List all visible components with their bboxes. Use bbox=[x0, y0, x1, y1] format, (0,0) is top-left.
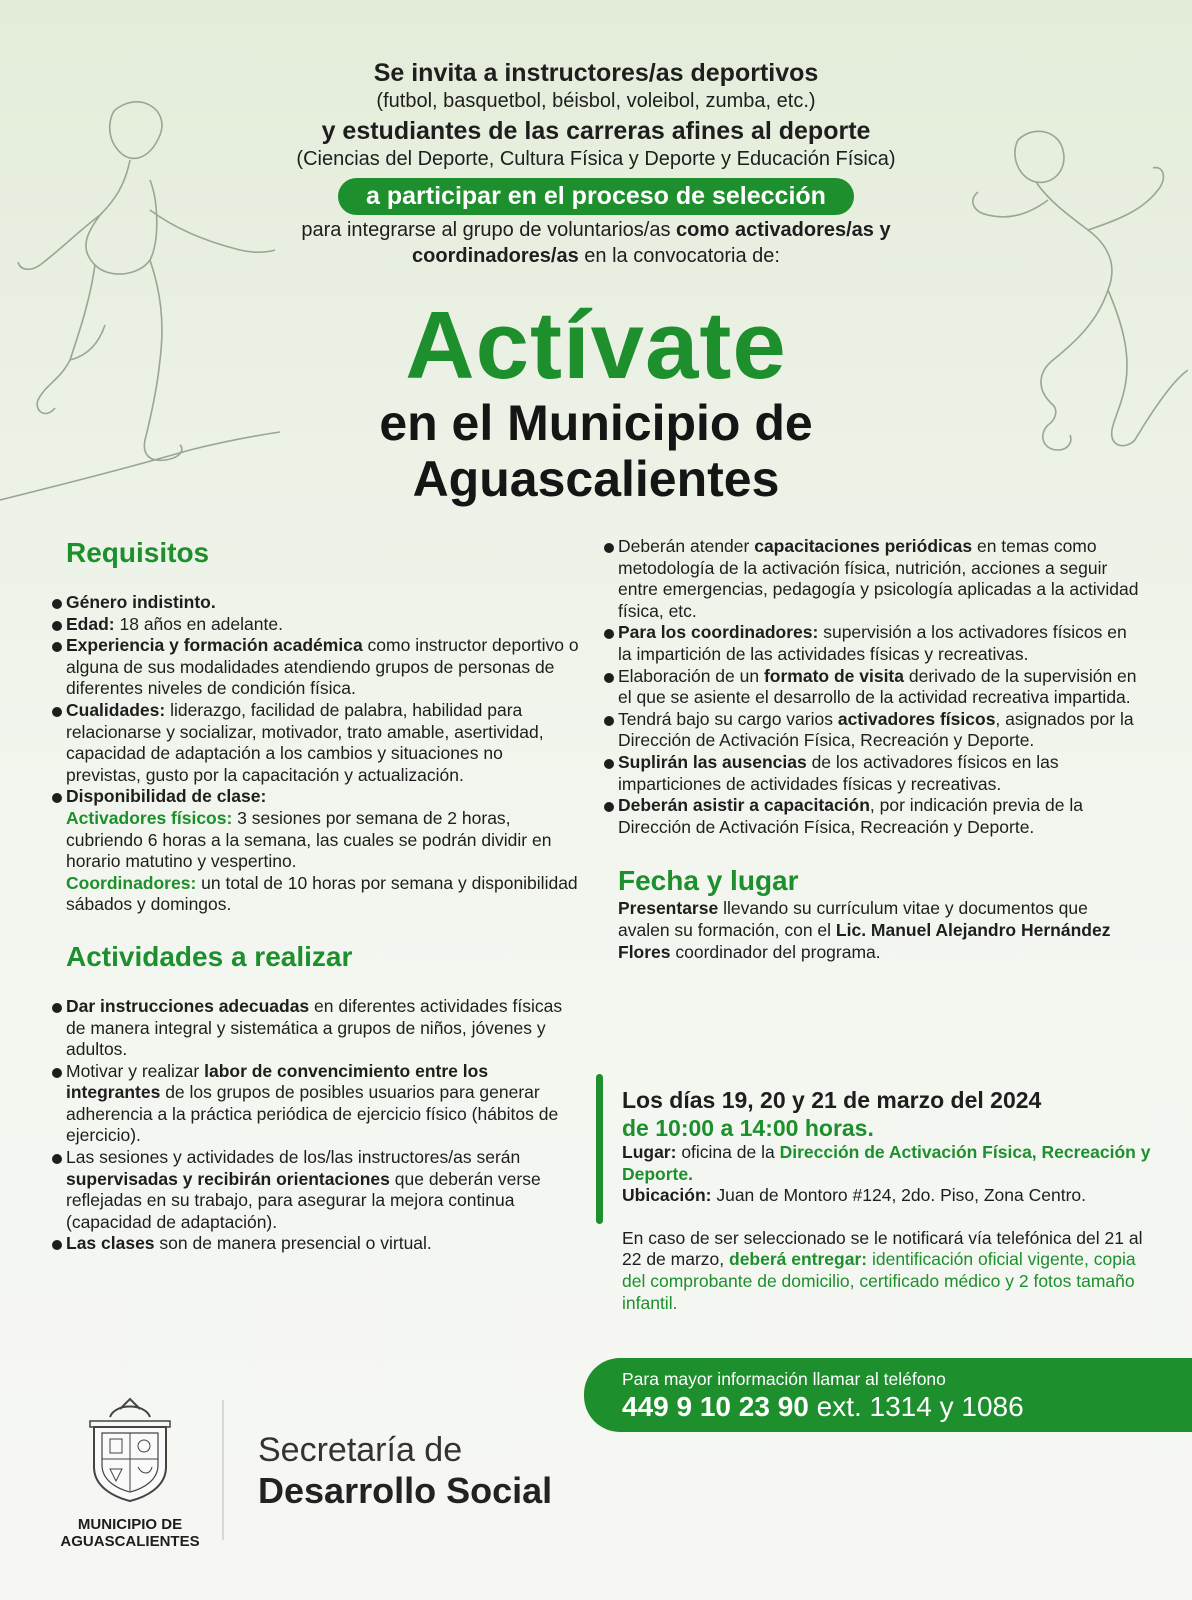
phone-label: Para mayor información llamar al teléfono bbox=[622, 1369, 946, 1389]
event-ubicacion bbox=[622, 1185, 1156, 1207]
actividades-list bbox=[52, 996, 582, 1255]
requisitos-list bbox=[52, 592, 582, 916]
list-item bbox=[52, 1061, 582, 1147]
notif-text: En caso de ser seleccionado se le notificará vía telefónica del 21 al 22 de marzo, bbox=[622, 1227, 1143, 1270]
req-coord-label: Coordinadores: bbox=[66, 872, 197, 893]
act-1-bold: Dar instrucciones adecuadas bbox=[66, 995, 310, 1016]
resp-3-text: derivado de la supervisión en el que se asiente el desarrollo de la actividad recreativa impartida. bbox=[618, 665, 1137, 708]
list-item bbox=[604, 666, 1144, 709]
phone-number[interactable] bbox=[622, 1390, 1192, 1424]
act-3-pre: Las sesiones y actividades de los/las instructores/as serán bbox=[66, 1147, 521, 1168]
list-item bbox=[604, 795, 1144, 838]
list-item bbox=[52, 700, 582, 786]
act-2-bold: labor de convencimiento entre los integrantes bbox=[66, 1060, 489, 1103]
invite-text-a: para integrarse al grupo de voluntarios/as bbox=[301, 219, 677, 241]
responsibilities-list bbox=[604, 536, 1144, 838]
municipio-name-2: AGUASCALIENTES bbox=[60, 1533, 200, 1550]
resp-3-bold: formato de visita bbox=[763, 665, 904, 686]
resp-2-text: supervisión a los activadores físicos en la impartición de las actividades físicas y recreativas. bbox=[618, 622, 1127, 664]
dates-accent-bar bbox=[596, 1074, 603, 1224]
req-genero: Género indistinto. bbox=[66, 592, 216, 612]
list-item bbox=[52, 592, 582, 614]
invite-line-1: Se invita a instructores/as deportivos bbox=[373, 59, 819, 87]
act-4-bold: Las clases bbox=[66, 1233, 155, 1254]
footer-divider bbox=[222, 1400, 224, 1540]
resp-1-text: en temas como metodología de la activación física, nutrición, acciones a seguir entre emergencias, pedagogía y psicología aplicadas a la actividad física, etc. bbox=[618, 536, 1139, 621]
resp-4-bold: activadores físicos bbox=[837, 708, 996, 729]
ubicacion-label: Ubicación: bbox=[622, 1185, 712, 1206]
notif-documents: identificación oficial vigente, copia del comprobante de domicilio, certificado médico y 2 fotos tamaño infantil. bbox=[622, 1249, 1136, 1313]
list-item bbox=[604, 622, 1144, 665]
lugar-label: Lugar: bbox=[622, 1142, 677, 1162]
secretaria-logo bbox=[258, 1430, 552, 1512]
list-item bbox=[52, 614, 582, 636]
act-1-text: en diferentes actividades físicas de manera integral y sistemática a grupos de niños, jóvenes y adultos. bbox=[66, 995, 563, 1060]
event-dates: Los días 19, 20 y 21 de marzo del 2024 bbox=[622, 1087, 1042, 1113]
req-cual-text: liderazgo, facilidad de palabra, habilidad para relacionarse y socializar, motivador, trato amable, asertividad, capacidad de adaptación a los cambios y situaciones no previstas, gusto por la capacitación y actualización. bbox=[66, 699, 544, 785]
actividades-title: Actividades a realizar bbox=[66, 940, 353, 972]
invite-line-1-sub: (futbol, basquetbol, béisbol, voleibol, zumba, etc.) bbox=[376, 90, 816, 112]
req-act-label: Activadores físicos: bbox=[66, 807, 233, 828]
resp-5-bold: Suplirán las ausencias bbox=[618, 751, 807, 772]
list-item bbox=[604, 536, 1144, 622]
list-item bbox=[52, 635, 582, 700]
dates-block bbox=[596, 1086, 1156, 1314]
fecha-p-text: llevando su currículum vitae y documentos que avalen su formación, con el bbox=[618, 898, 1088, 940]
invitation-header bbox=[0, 58, 1192, 507]
notification-text bbox=[622, 1228, 1156, 1314]
list-item bbox=[604, 709, 1144, 752]
ubicacion-text: Juan de Montoro #124, 2do. Piso, Zona Centro. bbox=[711, 1185, 1087, 1206]
invite-text-b: como activadores/as y coordinadores/as bbox=[412, 219, 891, 267]
invite-text-c: en la convocatoria de: bbox=[578, 245, 780, 267]
fecha-title: Fecha y lugar bbox=[618, 865, 799, 897]
resp-6-bold: Deberán asistir a capacitación bbox=[618, 795, 870, 816]
secretaria-line-2: Desarrollo Social bbox=[258, 1470, 553, 1511]
req-act-text: 3 sesiones por semana de 2 horas, cubriendo 6 horas a la semana, las cuales se podrán dividir en horario matutino y vespertino. bbox=[66, 807, 552, 872]
fecha-presentarse bbox=[618, 898, 1144, 963]
contact-phone-box bbox=[584, 1358, 1192, 1432]
requisitos-title: Requisitos bbox=[66, 537, 210, 568]
list-item bbox=[52, 1147, 582, 1233]
fecha-section bbox=[604, 864, 1144, 963]
program-subtitle-2: Aguascalientes bbox=[412, 451, 780, 507]
coordinator-name: Lic. Manuel Alejandro Hernández Flores bbox=[618, 919, 1111, 962]
municipio-logo bbox=[40, 1395, 220, 1550]
notif-bold: deberá entregar: bbox=[729, 1249, 868, 1270]
resp-1-pre: Deberán atender bbox=[618, 536, 755, 556]
municipio-name-1: MUNICIPIO DE bbox=[77, 1516, 183, 1533]
phone-digits: 449 9 10 23 90 bbox=[622, 1391, 809, 1422]
selection-pill: a participar en el proceso de selección bbox=[338, 178, 854, 215]
list-item bbox=[52, 996, 582, 1061]
resp-5-text: de los activadores físicos en las imparticiones de actividades físicas y recreativas. bbox=[618, 751, 1059, 794]
resp-4-text: , asignados por la Dirección de Activación Física, Recreación y Deporte. bbox=[618, 708, 1134, 751]
act-2-pre: Motivar y realizar bbox=[66, 1060, 205, 1081]
list-item bbox=[604, 752, 1144, 795]
coat-of-arms-icon bbox=[80, 1395, 180, 1505]
event-lugar bbox=[622, 1142, 1156, 1185]
event-hours: de 10:00 a 14:00 horas. bbox=[622, 1115, 874, 1141]
req-exp-label: Experiencia y formación académica bbox=[66, 635, 363, 656]
list-item bbox=[52, 1233, 582, 1255]
resp-6-text: , por indicación previa de la Dirección de Activación Física, Recreación y Deporte. bbox=[618, 795, 1083, 837]
resp-3-pre: Elaboración de un bbox=[618, 665, 764, 686]
fecha-p-bold: Presentarse bbox=[618, 898, 719, 919]
fecha-p-end: coordinador del programa. bbox=[670, 941, 881, 962]
act-4-text: son de manera presencial o virtual. bbox=[154, 1233, 432, 1254]
list-item bbox=[52, 786, 582, 916]
req-disp-label: Disponibilidad de clase: bbox=[66, 786, 267, 807]
right-column bbox=[604, 536, 1144, 963]
act-2-text: de los grupos de posibles usuarios para generar adherencia a la práctica periódica de ejercicio físico (hábitos de ejercicio). bbox=[66, 1082, 559, 1146]
program-title: Actívate bbox=[405, 292, 787, 399]
req-edad-text: 18 años en adelante. bbox=[114, 613, 283, 634]
act-3-bold: supervisadas y recibirán orientaciones bbox=[66, 1168, 390, 1189]
resp-4-pre: Tendrá bajo su cargo varios bbox=[618, 708, 838, 729]
req-cual-label: Cualidades: bbox=[66, 699, 166, 720]
invite-text bbox=[236, 217, 956, 269]
lugar-text: oficina de la bbox=[676, 1142, 780, 1162]
req-coord-text: un total de 10 horas por semana y disponibilidad sábados y domingos. bbox=[66, 872, 578, 915]
left-column bbox=[52, 536, 582, 1255]
req-edad-label: Edad: bbox=[66, 613, 115, 634]
act-3-text: que deberán verse reflejadas en su trabajo, para asegurar la mejora continua (capacidad de adaptación). bbox=[66, 1168, 541, 1232]
req-exp-text: como instructor deportivo o alguna de sus modalidades atendiendo grupos de personas de diferentes niveles de condición física. bbox=[66, 635, 579, 699]
phone-ext: ext. 1314 y 1086 bbox=[808, 1391, 1024, 1422]
program-subtitle-1: en el Municipio de bbox=[379, 395, 813, 451]
invite-line-2-sub: (Ciencias del Deporte, Cultura Física y Deporte y Educación Física) bbox=[296, 148, 896, 170]
secretaria-line-1: Secretaría de bbox=[258, 1431, 463, 1469]
resp-1-bold: capacitaciones periódicas bbox=[754, 536, 973, 556]
invite-line-2: y estudiantes de las carreras afines al deporte bbox=[321, 117, 871, 145]
resp-2-bold: Para los coordinadores: bbox=[618, 622, 819, 643]
lugar-office: Dirección de Activación Física, Recreación y Deporte. bbox=[622, 1142, 1151, 1184]
